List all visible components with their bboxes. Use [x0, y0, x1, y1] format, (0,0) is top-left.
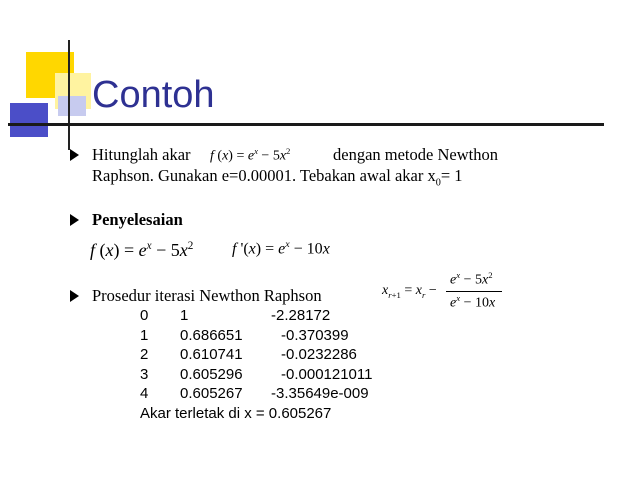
bullet2-label: Penyelesaian	[92, 210, 183, 229]
row-index: 3	[140, 365, 149, 383]
iteration-formula-denominator: $e^x - 10x$	[450, 293, 496, 311]
bullet1-line2-end: = 1	[440, 166, 463, 185]
row-f: -3.35649e-009	[271, 385, 369, 402]
row-index: 4	[140, 385, 149, 402]
table-conclusion: Akar terletak di x = 0.605267	[140, 404, 332, 422]
bullet2-f-formula: f $(x) = e^x - 5x^2$	[90, 240, 194, 260]
bullet1-formula: f $(x) = e^x - 5x^2$	[210, 146, 291, 164]
bullet-marker-1	[70, 149, 79, 161]
row-f: -0.000121011	[281, 365, 373, 383]
bullet3-label: Prosedur iterasi Newthon Raphson	[92, 286, 322, 305]
decor-blue-square	[10, 103, 48, 137]
bullet1-suffix: dengan metode Newthon	[333, 145, 498, 164]
bullet2-fprime-formula: f '$(x) = e^x - 10x$	[232, 239, 330, 258]
iteration-fraction-bar	[446, 291, 502, 292]
row-x: 0.605267	[180, 385, 243, 402]
row-index: 1	[140, 326, 149, 344]
bullet-marker-3	[70, 290, 79, 302]
row-f: -0.0232286	[281, 346, 357, 363]
bullet1-line2	[92, 166, 463, 193]
title-divider	[8, 123, 604, 126]
decor-vertical-line	[68, 40, 70, 150]
row-f: -0.370399	[281, 326, 349, 344]
iteration-formula-lhs: $x_{r+1} = x_r$ −	[382, 283, 437, 300]
row-x: 0.610741	[180, 346, 243, 363]
slide-title: Contoh	[92, 74, 215, 116]
bullet1-line2-text: Raphson. Gunakan e=0.00001. Tebakan awal akar x	[92, 166, 436, 185]
row-index: 2	[140, 346, 149, 363]
row-f: -2.28172	[271, 307, 331, 324]
decor-light-blue-square	[58, 96, 86, 116]
bullet1-line2-sub: 0	[435, 177, 441, 189]
iteration-formula-numerator: $e^x - 5x^2$	[450, 270, 493, 288]
row-index: 0	[140, 307, 149, 324]
bullet1-prefix: Hitunglah akar	[92, 145, 191, 164]
row-x: 0.686651	[180, 326, 243, 344]
row-x: 0.605296	[180, 365, 243, 383]
row-x: 1	[180, 307, 189, 324]
bullet-marker-2	[70, 214, 79, 226]
